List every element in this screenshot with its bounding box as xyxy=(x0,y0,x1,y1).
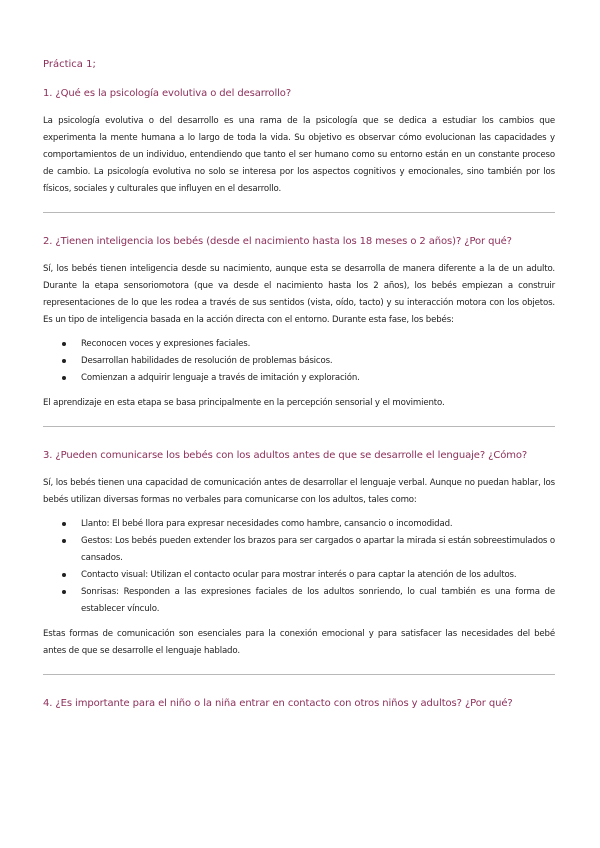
answer-2-closing: El aprendizaje en esta etapa se basa principalmente en la percepción sensorial y el movimiento. xyxy=(43,398,445,408)
answer-1-paragraph: La psicología evolutiva o del desarrollo es una rama de la psicología que se dedica a estudiar los cambios que experimenta la mente humana a lo largo de toda la vida. Su objetivo es observar cómo evolucionan las capacidades y comportamientos de un individuo, entendiendo que tanto el ser humano como su entorno están en un constante proceso de cambio. La psicología evolutiva no solo se interesa por los aspectos cognitivos y emocionales, sino también por los físicos, sociales y culturales que influyen en el desarrollo. xyxy=(43,116,555,194)
question-3-heading: 3. ¿Pueden comunicarse los bebés con los adultos antes de que se desarrolle el lenguaje? ¿Cómo? xyxy=(43,450,528,461)
list-item: Reconocen voces y expresiones faciales. xyxy=(62,336,555,353)
section-divider xyxy=(43,426,555,427)
answer-3-bullet-list xyxy=(43,516,555,618)
list-item: Desarrollan habilidades de resolución de problemas básicos. xyxy=(62,353,555,370)
answer-2-bullet-list xyxy=(43,336,555,387)
list-item: Comienzan a adquirir lenguaje a través de imitación y exploración. xyxy=(62,370,555,387)
list-item: Contacto visual: Utilizan el contacto ocular para mostrar interés o para captar la atención de los adultos. xyxy=(62,567,555,584)
document-page xyxy=(43,58,555,723)
question-4-heading: 4. ¿Es importante para el niño o la niña entrar en contacto con otros niños y adultos? ¿Por qué? xyxy=(43,698,513,709)
list-item: Sonrisas: Responden a las expresiones faciales de los adultos sonriendo, lo cual también es una forma de establecer vínculo. xyxy=(62,584,555,618)
answer-3-closing: Estas formas de comunicación son esenciales para la conexión emocional y para satisfacer las necesidades del bebé antes de que se desarrolle el lenguaje hablado. xyxy=(43,629,555,656)
answer-2-paragraph: Sí, los bebés tienen inteligencia desde su nacimiento, aunque esta se desarrolla de manera diferente a la de un adulto. Durante la etapa sensoriomotora (que va desde el nacimiento hasta los 2 años), los bebés empiezan a construir representaciones de lo que les rodea a través de sus sentidos (vista, oído, tacto) y su interacción motora con los objetos. Es un tipo de inteligencia basada en la acción directa con el entorno. Durante esta fase, los bebés: xyxy=(43,264,555,325)
question-2-heading: 2. ¿Tienen inteligencia los bebés (desde el nacimiento hasta los 18 meses o 2 años)? ¿Por qué? xyxy=(43,236,512,247)
list-item: Gestos: Los bebés pueden extender los brazos para ser cargados o apartar la mirada si están sobreestimulados o cansados. xyxy=(62,533,555,567)
answer-3-paragraph: Sí, los bebés tienen una capacidad de comunicación antes de desarrollar el lenguaje verbal. Aunque no puedan hablar, los bebés utilizan diversas formas no verbales para comunicarse con los adultos, tales como: xyxy=(43,478,555,505)
document-title: Práctica 1; xyxy=(43,59,96,70)
section-divider xyxy=(43,674,555,675)
section-divider xyxy=(43,212,555,213)
list-item: Llanto: El bebé llora para expresar necesidades como hambre, cansancio o incomodidad. xyxy=(62,516,555,533)
question-1-heading: 1. ¿Qué es la psicología evolutiva o del desarrollo? xyxy=(43,88,292,99)
